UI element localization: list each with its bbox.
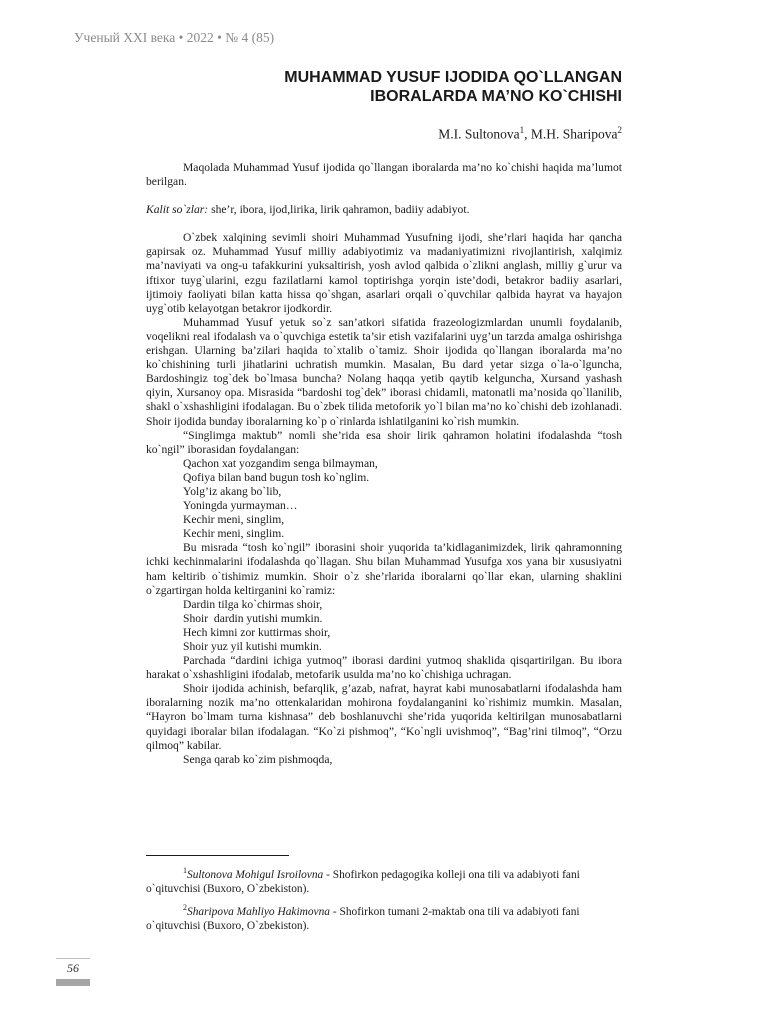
running-head: Ученый XXI века • 2022 • № 4 (85) <box>74 30 275 45</box>
footnote-1-name: Sultonova Mohigul Isroilovna <box>187 868 324 881</box>
page-number: 56 <box>67 961 79 975</box>
article-title <box>102 68 622 106</box>
poem-line: Yolg’iz akang bo`lib, <box>183 484 282 498</box>
footnote-1-mark: 1 <box>183 866 187 875</box>
author-1: M.I. Sultonova <box>438 126 520 142</box>
footnote-2-mark: 2 <box>183 902 187 912</box>
poem-excerpt-1 <box>146 457 622 542</box>
paragraph-2: Muhammad Yusuf yetuk so`z san’atkori sifatida frazeologizmlardan unumli foydalanib, voqelikni real ifodalash va o`quvchiga estetik ta’sir etish vazifalarini uyg’un tarzda amalga oshirishga erishgan. Ularning ba’zilari haqida to`xtalib o`tamiz. Shoir ijodida qo`llangan iboralarda ma’no ko`chishining turli jihatlarini uchratish mumkin. Masalan, Bu dard yetar sizga o`la-o`lguncha, Bardoshingiz tog`dek bo`lmasa buncha? Nolang haqqa yetib qaytib kelguncha, Xursand yashash qiyin, Xursanoy opa. Misrasida “bardoshi tog`dek” iborasi chidamli, matonatli ma’nosida qo`llanilib, shakl o`xshashligini ifodalagan. Bu o`zbek tilida metoforik yo`l bilan ma’no ko`chishi deb izohlanadi. Shoir ijodida bunday iboralarning ko`p o`rinlarda ishlatilganini ko`rish mumkin. <box>146 315 622 428</box>
paragraph-1: O`zbek xalqining sevimli shoiri Muhammad Yusufning ijodi, she’rlari haqida har qancha gapirsak oz. Muhammad Yusuf milliy adabiyotimiz va madaniyatimizni rivojlantirish, xalqimiz ma’naviyati va ong-u tafakkurini yuksaltirish, yosh avlod qalbida o`zlikni anglash, milliy g`urur va iftixor tuyg`ularini, ezgu fazilatlarni kamol toptirishga yorqin iste’dodi, betakror badiiy asarlari, ijtimoiy faoliyati bilan katta hissa qo`shgan, asarlari orqali o`quvchilar qalbida hayrat va hayajon uyg`otib kelayotgan betakror ijodkordir. <box>146 231 622 315</box>
footnotes <box>146 864 622 938</box>
paragraph-3: “Singlimga maktub” nomli she’rida esa shoir lirik qahramon holatini ifodalashda “tosh ko`ngil” iborasidan foydalangan: <box>146 428 622 456</box>
poem-excerpt-2 <box>146 598 622 654</box>
author-separator: , <box>524 126 531 142</box>
page-number-bar <box>56 979 90 986</box>
keywords-text: she’r, ibora, ijod,lirika, lirik qahramon, badiiy adabiyot. <box>208 203 470 217</box>
author-2-mark: 2 <box>617 125 622 135</box>
footnote-1-text: - Shofirkon pedagogika kolleji ona tili va adabiyoti fani o`qituvchisi (Buxoro, O`zbekiston). <box>146 868 580 895</box>
keywords <box>146 203 622 217</box>
poem-line: Shoir dardin yutishi mumkin. <box>183 611 323 625</box>
title-line-2: IBORALARDA MA’NO KO`CHISHI <box>370 88 622 105</box>
poem-line: Kechir meni, singlim, <box>183 513 285 527</box>
paragraph-6: Shoir ijodida achinish, befarqlik, g’azab, nafrat, hayrat kabi munosabatlarni ifodalashda ham iboralarning nozik ma’no ottenkalaridan mohirona foydalanganini ko`rishimiz mumkin. Masalan, “Hayron bo`lmam turna kishnasa” deb boshlanuvchi she’rida yuqorida keltirilgan munosabatlarni quyidagi iboralar bilan ifodalagan. “Ko`zi pishmoq”, “Ko`ngli uvishmoq”, “Bag’rini tilmoq”, “Orzu qilmoq” kabilar. <box>146 682 622 752</box>
paragraph-7: Senga qarab ko`zim pishmoqda, <box>183 752 333 766</box>
poem-line: Yoningda yurmayman… <box>183 499 298 513</box>
poem-line: Kechir meni, singlim. <box>183 527 285 541</box>
footnote-divider <box>146 855 289 856</box>
paragraph-5: Parchada “dardini ichiga yutmoq” iborasi dardini yutmoq shaklida qisqartirilgan. Bu ibora harakat o`xshashligini ifodalab, metofarik usulda ma’no ko`chishiga uchragan. <box>146 654 622 682</box>
keywords-label: Kalit so`zlar: <box>146 203 209 217</box>
author-2: M.H. Sharipova <box>530 126 618 142</box>
article-body <box>146 161 622 767</box>
abstract: Maqolada Muhammad Yusuf ijodida qo`llangan iboralarda ma’no ko`chishi haqida ma’lumot berilgan. <box>146 161 622 189</box>
footnote-2-text: - Shofirkon tumani 2-maktab ona tili va adabiyoti fani o`qituvchisi (Buxoro, O`zbekiston). <box>146 905 580 932</box>
footnote-1 <box>146 864 622 896</box>
poem-line: Hech kimni zor kuttirmas shoir, <box>183 625 331 639</box>
poem-line: Dardin tilga ko`chirmas shoir, <box>183 597 323 611</box>
authors <box>438 125 622 143</box>
page-number-block <box>56 958 90 986</box>
poem-line: Qofiya bilan band bugun tosh ko`nglim. <box>183 470 370 484</box>
paragraph-4: Bu misrada “tosh ko`ngil” iborasini shoir yuqorida ta’kidlaganimizdek, lirik qahramonning ichki kechinmalarini ifodalashda qo`llagan. Shu bilan Muhammad Yusufga xos yana bir xususiyatni ham keltirib o`tishimiz mumkin. Shoir o`z she’rlarida iboralarni qo`llar ekan, ularning shaklini o`zgartirgan holda keltirganini ko`ramiz: <box>146 541 622 597</box>
footnote-2 <box>146 901 622 933</box>
page-number-rule <box>56 958 90 959</box>
footnote-2-name: Sharipova Mahliyo Hakimovna <box>187 905 330 918</box>
poem-line: Qachon xat yozgandim senga bilmayman, <box>183 456 378 470</box>
title-line-1: MUHAMMAD YUSUF IJODIDA QO`LLANGAN <box>284 69 622 86</box>
poem-line: Shoir yuz yil kutishi mumkin. <box>183 640 322 653</box>
author-1-mark: 1 <box>519 125 525 135</box>
